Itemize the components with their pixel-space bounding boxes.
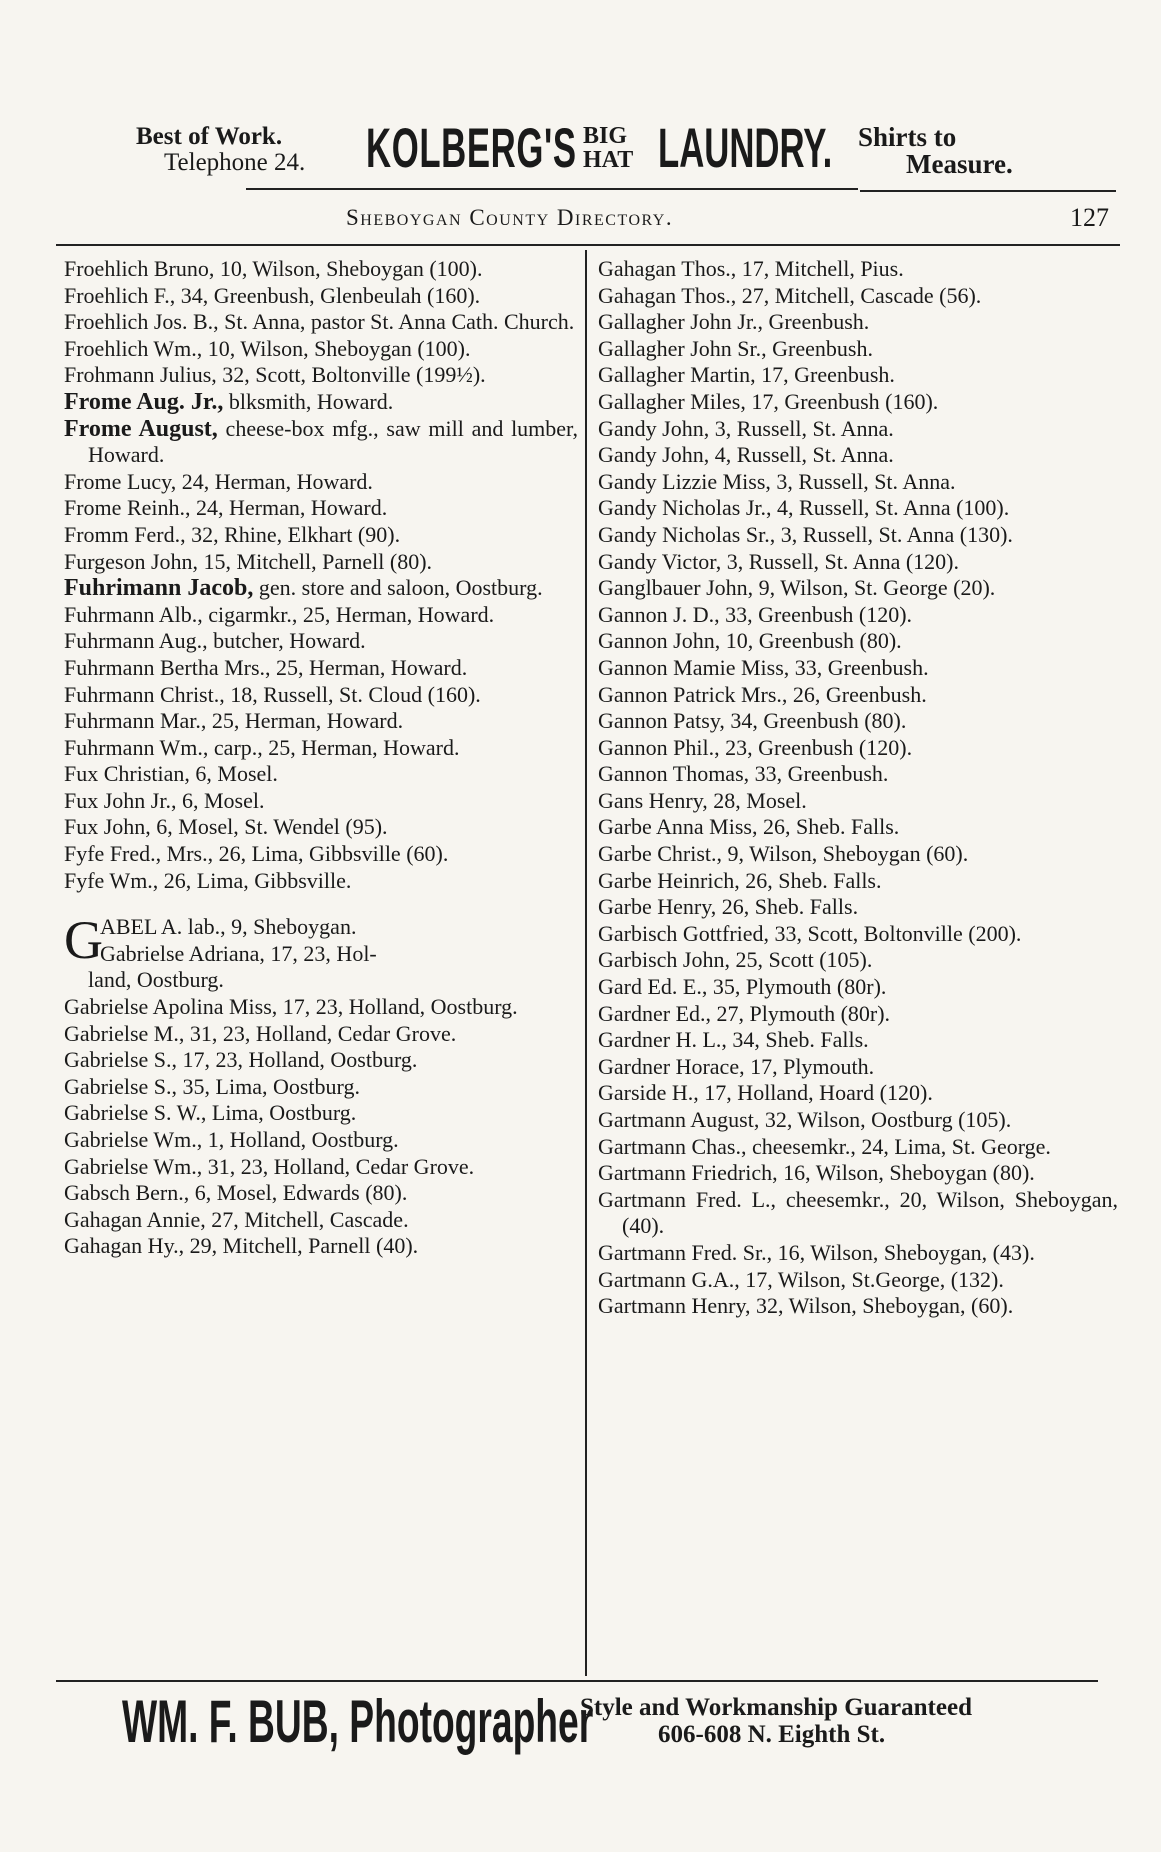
entry-text: Gardner Horace, 17, Plymouth. bbox=[598, 1053, 875, 1079]
right-column bbox=[598, 256, 1118, 1320]
directory-entry bbox=[598, 1160, 1118, 1187]
ad-top-left bbox=[136, 124, 305, 176]
directory-entry bbox=[64, 602, 578, 629]
entry-text: Gandy Nicholas Jr., 4, Russell, St. Anna (100). bbox=[598, 495, 1010, 521]
entry-text: Gartmann Henry, 32, Wilson, Sheboygan, (60). bbox=[598, 1293, 1014, 1319]
entry-text: Gallagher John Sr., Greenbush. bbox=[598, 335, 873, 361]
directory-entry bbox=[598, 921, 1118, 948]
running-title: Sheboygan County Directory. bbox=[346, 205, 674, 230]
bottom-advertisement bbox=[0, 1690, 1161, 1770]
entry-text: Gabrielse Apolina Miss, 17, 23, Holland, Oostburg. bbox=[64, 994, 518, 1020]
entry-text: Fyfe Fred., Mrs., 26, Lima, Gibbsville (60). bbox=[64, 841, 449, 867]
entry-text: Gandy Victor, 3, Russell, St. Anna (120). bbox=[598, 548, 959, 574]
header-rule bbox=[56, 244, 1120, 246]
directory-entry bbox=[598, 256, 1118, 283]
entry-text: Froehlich Jos. B., St. Anna, pastor St. Anna Cath. Church. bbox=[64, 309, 575, 335]
directory-entry bbox=[598, 1027, 1118, 1054]
directory-entry bbox=[598, 389, 1118, 416]
directory-entry bbox=[598, 628, 1118, 655]
directory-entry bbox=[64, 841, 578, 868]
ad-top-laundry: LAUNDRY. bbox=[658, 116, 833, 179]
entry-text: Fuhrmann Wm., carp., 25, Herman, Howard. bbox=[64, 734, 460, 760]
directory-entry bbox=[64, 1047, 578, 1074]
entry-text: Gandy Nicholas Sr., 3, Russell, St. Anna (130). bbox=[598, 521, 1013, 547]
entry-text: Fuhrmann Bertha Mrs., 25, Herman, Howard. bbox=[64, 654, 468, 680]
directory-entry bbox=[598, 868, 1118, 895]
directory-entry bbox=[64, 309, 578, 336]
entry-text: Fuhrmann Christ., 18, Russell, St. Cloud (160). bbox=[64, 681, 481, 707]
entry-text: Fuhrmann Mar., 25, Herman, Howard. bbox=[64, 708, 404, 734]
directory-entry bbox=[64, 1100, 578, 1127]
entry-text: Fuhrmann Aug., butcher, Howard. bbox=[64, 628, 366, 654]
directory-entry bbox=[598, 682, 1118, 709]
directory-entry bbox=[598, 974, 1118, 1001]
directory-entry bbox=[598, 708, 1118, 735]
entry-text: Gahagan Thos., 17, Mitchell, Pius. bbox=[598, 256, 904, 281]
right-entry-list bbox=[598, 256, 1118, 1320]
entry-bold-name: Fuhrimann Jacob, bbox=[64, 575, 254, 602]
ad-top-hat: HAT bbox=[583, 147, 634, 173]
directory-entry bbox=[64, 389, 578, 416]
entry-text: Froehlich F., 34, Greenbush, Glenbeulah (160). bbox=[64, 282, 481, 308]
page-number: 127 bbox=[1070, 203, 1109, 232]
directory-entry bbox=[64, 735, 578, 762]
directory-entry bbox=[598, 336, 1118, 363]
entry-text: Gahagan Annie, 27, Mitchell, Cascade. bbox=[64, 1206, 409, 1232]
directory-entry bbox=[64, 575, 578, 602]
directory-entry bbox=[598, 761, 1118, 788]
running-header bbox=[0, 205, 1161, 235]
entry-text: Gabrielse Wm., 1, Holland, Oostburg. bbox=[64, 1127, 399, 1152]
entry-text: Garbe Henry, 26, Sheb. Falls. bbox=[598, 894, 859, 920]
entry-text: Gartmann Fred. Sr., 16, Wilson, Sheboygan, (43). bbox=[598, 1239, 1035, 1265]
directory-entry bbox=[64, 1127, 578, 1154]
ad-top-bighat bbox=[583, 124, 633, 172]
directory-entry bbox=[598, 1293, 1118, 1320]
entry-text: Fux John, 6, Mosel, St. Wendel (95). bbox=[64, 814, 388, 840]
directory-entry bbox=[598, 442, 1118, 469]
entry-text: Froehlich Wm., 10, Wilson, Sheboygan (100). bbox=[64, 335, 471, 361]
directory-entry bbox=[64, 1021, 578, 1048]
directory-entry bbox=[64, 708, 578, 735]
entry-text: Gannon Mamie Miss, 33, Greenbush. bbox=[598, 654, 929, 680]
directory-entry bbox=[64, 1180, 578, 1207]
directory-entry bbox=[598, 495, 1118, 522]
entry-text: Frome Lucy, 24, Herman, Howard. bbox=[64, 468, 373, 494]
directory-entry bbox=[598, 416, 1118, 443]
entry-text: Gallagher John Jr., Greenbush. bbox=[598, 309, 870, 335]
section-g-first-line: ABEL A. lab., 9, Sheboygan. bbox=[100, 914, 357, 940]
ad-top-right bbox=[858, 124, 1013, 178]
left-entry-list-g bbox=[64, 994, 578, 1260]
entry-text: Fux John Jr., 6, Mosel. bbox=[64, 787, 265, 813]
entry-text: Gabsch Bern., 6, Mosel, Edwards (80). bbox=[64, 1180, 408, 1206]
entry-text: Gardner H. L., 34, Sheb. Falls. bbox=[598, 1027, 869, 1053]
directory-entry bbox=[64, 1074, 578, 1101]
directory-entry bbox=[64, 1233, 578, 1260]
directory-entry bbox=[598, 549, 1118, 576]
directory-entry bbox=[598, 1107, 1118, 1134]
entry-text: Gartmann August, 32, Wilson, Oostburg (105). bbox=[598, 1107, 1012, 1132]
directory-entry bbox=[64, 549, 578, 576]
directory-entry bbox=[598, 1267, 1118, 1294]
entry-text: Gartmann G.A., 17, Wilson, St.George, (132). bbox=[598, 1266, 1004, 1292]
entry-text: blksmith, Howard. bbox=[223, 388, 394, 414]
directory-entry bbox=[598, 1001, 1118, 1028]
entry-text: Gahagan Hy., 29, Mitchell, Parnell (40). bbox=[64, 1233, 419, 1259]
directory-entry bbox=[598, 655, 1118, 682]
entry-text: Gandy John, 4, Russell, St. Anna. bbox=[598, 442, 894, 468]
entry-text: Gartmann Friedrich, 16, Wilson, Sheboygan (80). bbox=[598, 1160, 1035, 1186]
entry-text: Furgeson John, 15, Mitchell, Parnell (80). bbox=[64, 548, 433, 574]
entry-text: Gabrielse M., 31, 23, Holland, Cedar Grove. bbox=[64, 1020, 457, 1046]
ad-top-right-line1: Shirts to bbox=[858, 122, 957, 152]
ad-top-left-line2: Telephone 24. bbox=[164, 149, 306, 176]
section-g-second-line: Gabrielse Adriana, 17, 23, Hol- bbox=[100, 940, 377, 966]
entry-text: Gannon J. D., 33, Greenbush (120). bbox=[598, 601, 913, 627]
ad-top-left-line1: Best of Work. bbox=[136, 123, 283, 150]
left-entry-list bbox=[64, 256, 578, 894]
directory-entry bbox=[64, 868, 578, 895]
entry-text: Fromm Ferd., 32, Rhine, Elkhart (90). bbox=[64, 521, 401, 547]
directory-entry bbox=[598, 841, 1118, 868]
entry-text: Gabrielse S. W., Lima, Oostburg. bbox=[64, 1100, 357, 1126]
footer-rule bbox=[56, 1680, 1098, 1682]
directory-entry bbox=[598, 1240, 1118, 1267]
entry-text: Garbe Christ., 9, Wilson, Sheboygan (60). bbox=[598, 841, 969, 867]
top-advertisement bbox=[0, 118, 1161, 180]
entry-text: Gannon Patrick Mrs., 26, Greenbush. bbox=[598, 681, 927, 707]
entry-text: Gardner Ed., 27, Plymouth (80r). bbox=[598, 1000, 891, 1026]
entry-text: Gabrielse S., 35, Lima, Oostburg. bbox=[64, 1073, 360, 1099]
directory-entry bbox=[64, 416, 578, 469]
entry-text: cheese-box mfg., saw mill and lumber, Howard. bbox=[88, 415, 579, 468]
entry-text: Garbisch John, 25, Scott (105). bbox=[598, 947, 873, 973]
section-g-second-line-cont: land, Oostburg. bbox=[88, 967, 224, 993]
entry-text: Fyfe Wm., 26, Lima, Gibbsville. bbox=[64, 867, 352, 893]
directory-entry bbox=[64, 256, 578, 283]
directory-entry bbox=[598, 602, 1118, 629]
directory-entry bbox=[598, 1134, 1118, 1161]
top-rule-left bbox=[246, 188, 858, 190]
directory-entry bbox=[598, 522, 1118, 549]
entry-text: Gannon John, 10, Greenbush (80). bbox=[598, 628, 902, 654]
entry-text: gen. store and saloon, Oostburg. bbox=[253, 575, 543, 601]
directory-entry bbox=[64, 469, 578, 496]
entry-text: Gannon Thomas, 33, Greenbush. bbox=[598, 761, 889, 787]
directory-entry bbox=[64, 495, 578, 522]
entry-text: Ganglbauer John, 9, Wilson, St. George (20). bbox=[598, 575, 996, 601]
ad-bottom-name: WM. F. BUB, Photographer bbox=[122, 1688, 594, 1755]
directory-entry bbox=[598, 362, 1118, 389]
entry-text: Fux Christian, 6, Mosel. bbox=[64, 761, 278, 787]
directory-entry bbox=[598, 575, 1118, 602]
directory-entry bbox=[64, 1207, 578, 1234]
entry-text: Gabrielse S., 17, 23, Holland, Oostburg. bbox=[64, 1047, 418, 1073]
entry-text: Gans Henry, 28, Mosel. bbox=[598, 787, 807, 813]
entry-text: Garbe Heinrich, 26, Sheb. Falls. bbox=[598, 867, 882, 893]
directory-entry bbox=[64, 336, 578, 363]
ad-top-right-line2: Measure. bbox=[906, 149, 1013, 179]
directory-entry bbox=[64, 362, 578, 389]
entry-text: Gartmann Fred. L., cheesemkr., 20, Wilson, Sheboygan, (40). bbox=[598, 1186, 1118, 1239]
directory-entry bbox=[64, 1154, 578, 1181]
entry-text: Froehlich Bruno, 10, Wilson, Sheboygan (100). bbox=[64, 256, 483, 281]
directory-entry bbox=[598, 283, 1118, 310]
left-column bbox=[64, 256, 578, 1260]
ad-top-brand: KOLBERG'S bbox=[366, 116, 577, 179]
directory-entry bbox=[64, 994, 578, 1021]
entry-text: Frome Reinh., 24, Herman, Howard. bbox=[64, 495, 388, 521]
directory-entry bbox=[598, 1187, 1118, 1240]
directory-entry bbox=[64, 682, 578, 709]
entry-text: Fuhrmann Alb., cigarmkr., 25, Herman, Howard. bbox=[64, 601, 495, 627]
entry-text: Gandy John, 3, Russell, St. Anna. bbox=[598, 415, 894, 441]
entry-text: Gard Ed. E., 35, Plymouth (80r). bbox=[598, 974, 887, 1000]
entry-text: Gannon Phil., 23, Greenbush (120). bbox=[598, 734, 913, 760]
entry-text: Gallagher Martin, 17, Greenbush. bbox=[598, 362, 895, 388]
directory-entry bbox=[598, 788, 1118, 815]
section-g-opening bbox=[64, 910, 578, 994]
entry-text: Garbisch Gottfried, 33, Scott, Boltonville (200). bbox=[598, 920, 1022, 946]
entry-text: Gartmann Chas., cheesemkr., 24, Lima, St. George. bbox=[598, 1133, 1051, 1159]
entry-text: Garbe Anna Miss, 26, Sheb. Falls. bbox=[598, 814, 900, 840]
column-divider bbox=[585, 250, 587, 1676]
ad-bottom-line1: Style and Workmanship Guaranteed bbox=[580, 1694, 972, 1721]
directory-entry bbox=[598, 469, 1118, 496]
directory-entry bbox=[64, 283, 578, 310]
top-rule-right bbox=[860, 190, 1116, 192]
directory-entry bbox=[64, 814, 578, 841]
entry-text: Frohmann Julius, 32, Scott, Boltonville (199½). bbox=[64, 362, 486, 388]
directory-entry bbox=[598, 894, 1118, 921]
entry-bold-name: Frome August, bbox=[64, 415, 218, 442]
directory-entry bbox=[64, 655, 578, 682]
directory-entry bbox=[598, 735, 1118, 762]
directory-entry bbox=[598, 309, 1118, 336]
directory-entry bbox=[64, 761, 578, 788]
entry-bold-name: Frome Aug. Jr., bbox=[64, 388, 224, 415]
drop-cap: G bbox=[64, 910, 103, 971]
entry-text: Gallagher Miles, 17, Greenbush (160). bbox=[598, 388, 939, 414]
entry-text: Gannon Patsy, 34, Greenbush (80). bbox=[598, 708, 907, 734]
directory-entry bbox=[64, 628, 578, 655]
entry-text: Gandy Lizzie Miss, 3, Russell, St. Anna. bbox=[598, 468, 956, 494]
entry-text: Gahagan Thos., 27, Mitchell, Cascade (56). bbox=[598, 282, 982, 308]
directory-entry bbox=[64, 522, 578, 549]
entry-text: Garside H., 17, Holland, Hoard (120). bbox=[598, 1080, 933, 1106]
ad-bottom-right bbox=[580, 1694, 972, 1748]
entry-text: Gabrielse Wm., 31, 23, Holland, Cedar Grove. bbox=[64, 1153, 475, 1179]
directory-entry bbox=[64, 788, 578, 815]
directory-entry bbox=[598, 1080, 1118, 1107]
directory-entry bbox=[598, 814, 1118, 841]
ad-top-big: BIG bbox=[583, 123, 628, 149]
directory-entry bbox=[598, 1054, 1118, 1081]
directory-entry bbox=[598, 947, 1118, 974]
ad-bottom-line2: 606-608 N. Eighth St. bbox=[658, 1721, 886, 1748]
